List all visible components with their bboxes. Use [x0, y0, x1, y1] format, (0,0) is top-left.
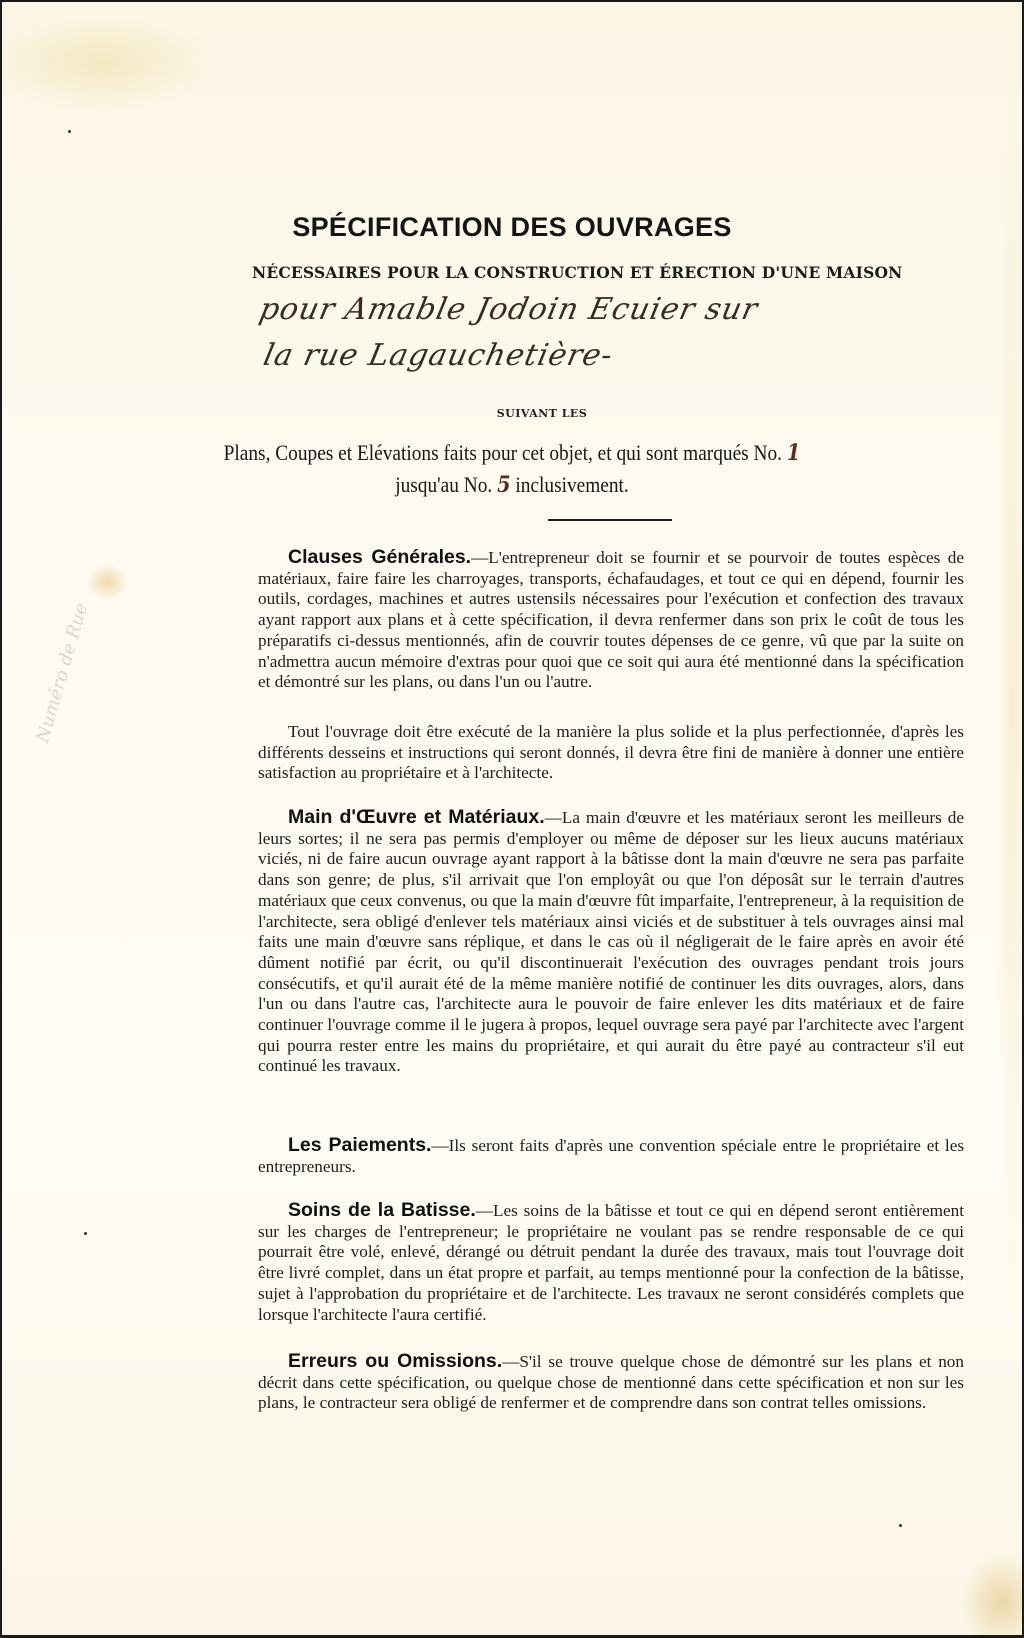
margin-pencil-note: Numéro de Rue [32, 600, 93, 746]
section-text: —Les soins de la bâtisse et tout ce qui en dépend seront entièrement sur les charges de l'entrepreneur; le propriétaire ne voulant pas se rendre responsable de ce qui pourrait être volé, enlevé, dérangé ou détruit pendant la durée des travaux, mais tout l'ouvrage doit être livré complet, dans un état propre et parfait, au temps mentionné pour la confection de la bâtisse, sujet à l'approbation du propriétaire et de l'architecte. Les travaux ne seront considérés complets que lorsque l'architecte l'aura certifié. [258, 1201, 964, 1324]
paper-speck [68, 130, 71, 133]
plans-to-number: 5 [497, 472, 511, 498]
section-heading: Les Paiements. [288, 1134, 432, 1156]
handwritten-owner-line: pour Amable Jodoin Ecuier sur [256, 292, 762, 327]
paper-speck [84, 1232, 87, 1235]
separator-rule [548, 519, 672, 521]
plans-line-2 [73, 472, 950, 498]
section-text: —Ils seront faits d'après une convention spéciale entre le propriétaire et les entrepreneurs. [258, 1136, 965, 1176]
paper-speck [899, 1524, 902, 1527]
section-clauses-generales [258, 547, 964, 693]
document-subtitle: NÉCESSAIRES POUR LA CONSTRUCTION ET ÉRECTION D'UNE MAISON [252, 263, 903, 282]
document-page [2, 2, 1022, 1635]
section-paiements [258, 1135, 964, 1177]
section-text: —L'entrepreneur doit se fournir et se pourvoir de toutes espèces de matériaux, faire faire les charroyages, transports, échafaudages, et tout ce qui en dépend, fournir les outils, cordages, machines et autres ustensils nécessaires pour l'exécution et confection des travaux ayant rapport aux plans et à cette spécification, il devra renfermer dans son prix le coût de tous les préparatifs ci-dessus mentionnés, afin de couvrir toutes dépenses de ce genre, vû que par la suite on n'admettra aucun mémoire d'extras pour quoi que ce soit qui aura été mentionné dans la spécification et démontré sur les plans, ou dans l'un ou l'autre. [258, 548, 964, 692]
section-text: Tout l'ouvrage doit être exécuté de la manière la plus solide et la plus perfectionnée, d'après les différents desseins et instructions qui seront donnés, il devra être fini de manière à donner une entière satisfaction au propriétaire et à l'architecte. [258, 722, 964, 783]
section-main-oeuvre [258, 807, 964, 1077]
plans-from-number: 1 [786, 440, 801, 466]
handwritten-street-line: la rue Lagauchetière- [260, 338, 617, 373]
section-text: —La main d'œuvre et les matériaux seront les meilleurs de leurs sortes; il ne sera pas permis d'employer ou même de déposer sur les lieux aucuns matériaux viciés, ni de faire aucun ouvrage ayant rapport à la bâtisse dont la main d'œuvre ne sera pas parfaite dans son genre; de plus, s'il arrivait que l'on employât ou que l'on déposât sur le terrain d'autres matériaux que ceux convenus, ou que la main d'œuvre fût imparfaite, l'entrepreneur, à la requisition de l'architecte, sera obligé d'enlever tels matériaux ainsi viciés et de substituer à tels ouvrages ainsi mal faits une main d'œuvre sans réplique, et dans le cas où il négligerait de le faire après en avoir été dûment notifié par écrit, ou qu'il discontinuerait l'exécution des ouvrages pendant trois jours consécutifs, et qu'il aurait été de la même manière notifié de continuer les dits ouvrages, alors, dans l'un ou dans l'autre cas, l'architecte aura le pouvoir de faire enlever les dits matériaux et de faire continuer l'ouvrage comme il le jugera à propos, lequel ouvrage sera payé par l'architecte avec l'argent qui pourra rester entre les mains du propriétaire, et qui aurait du être payé au contracteur s'il eut continué les travaux. [258, 808, 964, 1076]
section-erreurs-omissions [258, 1351, 964, 1414]
section-heading: Main d'Œuvre et Matériaux. [288, 806, 545, 828]
section-heading: Clauses Générales. [288, 546, 472, 568]
plans-line-2-suffix: inclusivement. [515, 472, 629, 497]
plans-line-1-text: Plans, Coupes et Elévations faits pour cet objet, et qui sont marqués No. [223, 440, 783, 465]
section-heading: Soins de la Batisse. [288, 1199, 476, 1221]
section-soins-batisse [258, 1200, 964, 1325]
plans-line-2-prefix: jusqu'au No. [395, 472, 493, 497]
plans-line-1 [73, 440, 950, 466]
section-text: —S'il se trouve quelque chose de démontré sur les plans et non décrit dans cette spécification, ou quelque chose de mentionné dans cette spécification et non sur les plans, le contracteur sera obligé de renfermer et de comprendre dans son contrat telles omissions. [258, 1352, 964, 1413]
section-tout-ouvrage [258, 722, 964, 784]
suivant-les-label: SUIVANT LES [496, 407, 588, 420]
section-heading: Erreurs ou Omissions. [288, 1350, 503, 1372]
document-title: SPÉCIFICATION DES OUVRAGES [292, 212, 732, 242]
